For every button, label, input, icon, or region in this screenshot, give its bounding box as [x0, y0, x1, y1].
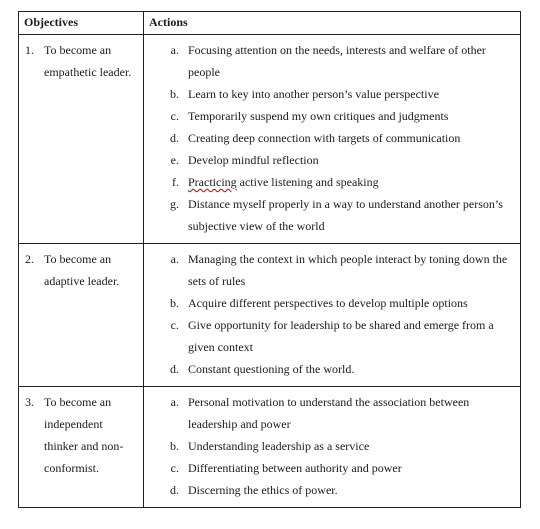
- action-text: Acquire different perspectives to develop multiple options: [188, 296, 468, 310]
- header-actions: Actions: [144, 12, 521, 35]
- table-row: [19, 387, 521, 508]
- action-text: Creating deep connection with targets of communication: [188, 131, 461, 145]
- objective-number: 1.: [25, 43, 34, 57]
- actions-cell: [144, 35, 521, 244]
- spellcheck-underlined-word[interactable]: Practicing: [188, 175, 237, 189]
- actions-list: [144, 387, 520, 507]
- action-letter: d.: [170, 483, 179, 497]
- actions-list: [144, 244, 520, 386]
- action-text: Give opportunity for leadership to be shared and emerge from a given context: [188, 318, 494, 354]
- objective-number: 2.: [25, 252, 34, 266]
- list-item: [144, 171, 516, 193]
- table-row: [19, 35, 521, 244]
- actions-list: [144, 35, 520, 243]
- list-item: [144, 105, 516, 127]
- list-item: [144, 127, 516, 149]
- action-text: Learn to key into another person’s value perspective: [188, 87, 439, 101]
- list-item: [144, 39, 516, 83]
- list-item: [144, 248, 516, 292]
- action-text: Managing the context in which people interact by toning down the sets of rules: [188, 252, 508, 288]
- action-letter: b.: [170, 439, 179, 453]
- list-item: [144, 292, 516, 314]
- action-text: Focusing attention on the needs, interests and welfare of other people: [188, 43, 486, 79]
- action-text: Develop mindful reflection: [188, 153, 319, 167]
- action-text: Distance myself properly in a way to understand another person’s subjective view of the world: [188, 197, 503, 233]
- action-text: Temporarily suspend my own critiques and judgments: [188, 109, 449, 123]
- actions-cell: [144, 387, 521, 508]
- list-item: [144, 193, 516, 237]
- action-letter: d.: [170, 362, 179, 376]
- objective-cell: [19, 244, 144, 387]
- actions-cell: [144, 244, 521, 387]
- action-letter: f.: [172, 175, 179, 189]
- action-text: [188, 171, 516, 193]
- list-item: [144, 83, 516, 105]
- objectives-actions-table: [18, 11, 521, 508]
- action-text: Differentiating between authority and power: [188, 461, 402, 475]
- list-item: [144, 358, 516, 380]
- action-text-rest: active listening and speaking: [236, 175, 379, 189]
- objective-cell: [19, 35, 144, 244]
- objective-text: To become an adaptive leader.: [44, 252, 120, 288]
- action-letter: a.: [170, 252, 179, 266]
- objective-text: To become an empathetic leader.: [44, 43, 132, 79]
- table-row: [19, 244, 521, 387]
- action-text: Discerning the ethics of power.: [188, 483, 338, 497]
- action-letter: b.: [170, 296, 179, 310]
- action-letter: c.: [170, 461, 179, 475]
- objective-cell: [19, 387, 144, 508]
- list-item: [144, 391, 516, 435]
- table-header-row: [19, 12, 521, 35]
- action-letter: d.: [170, 131, 179, 145]
- header-objectives: Objectives: [19, 12, 144, 35]
- list-item: [144, 149, 516, 171]
- action-text: Understanding leadership as a service: [188, 439, 370, 453]
- action-letter: c.: [170, 109, 179, 123]
- action-letter: b.: [170, 87, 179, 101]
- action-letter: g.: [170, 197, 179, 211]
- action-text: Constant questioning of the world.: [188, 362, 355, 376]
- list-item: [144, 435, 516, 457]
- action-letter: e.: [170, 153, 179, 167]
- objective-number: 3.: [25, 395, 34, 409]
- list-item: [144, 457, 516, 479]
- action-letter: a.: [170, 395, 179, 409]
- list-item: [144, 479, 516, 501]
- objective-text: To become an independent thinker and non-conformist.: [44, 395, 124, 475]
- action-letter: a.: [170, 43, 179, 57]
- action-letter: c.: [170, 318, 179, 332]
- list-item: [144, 314, 516, 358]
- action-text: Personal motivation to understand the association between leadership and power: [188, 395, 470, 431]
